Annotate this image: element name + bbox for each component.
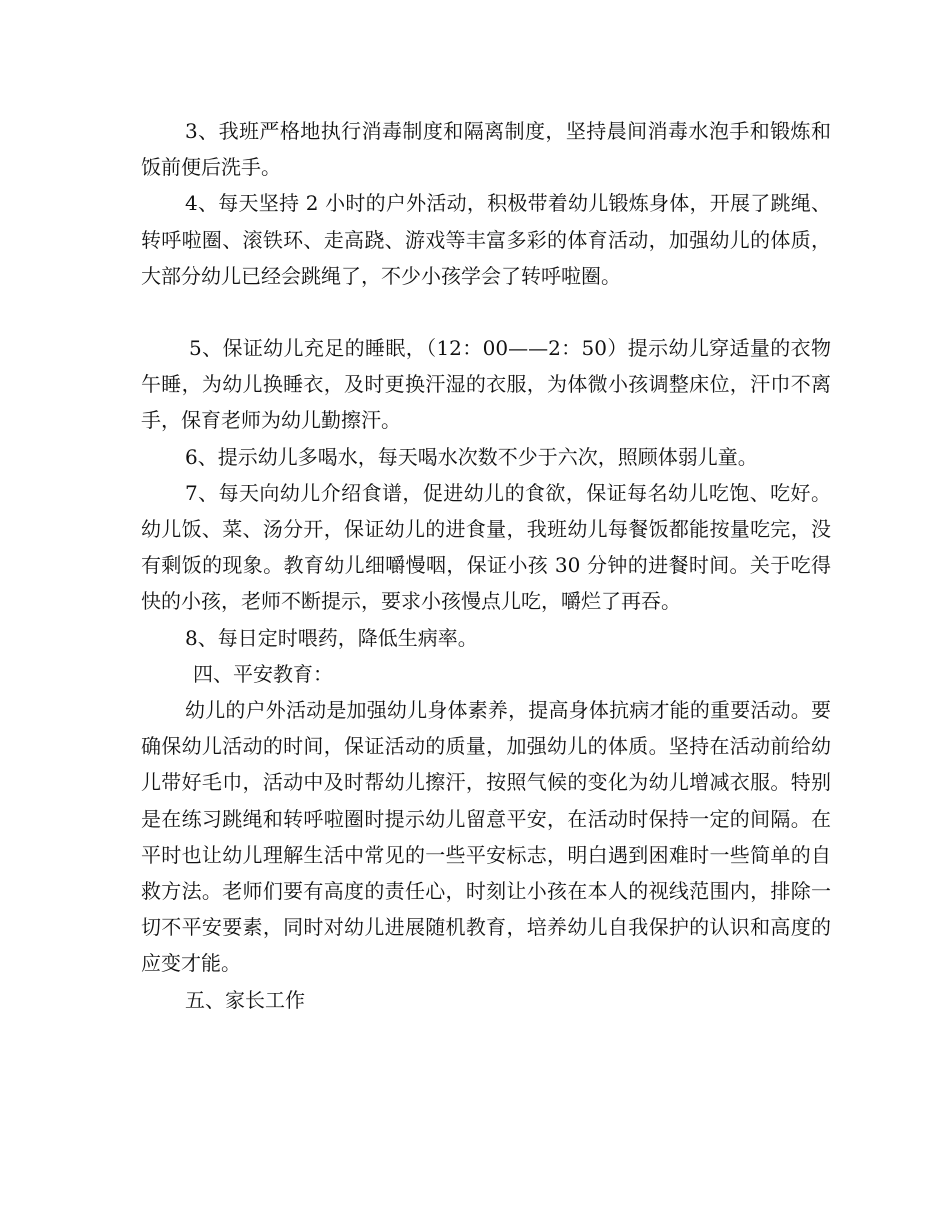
paragraph-spacer [141, 294, 831, 330]
paragraph-item-4: 4、每天坚持 2 小时的户外活动，积极带着幼儿锻炼身体，开展了跳绳、转呼啦圈、滚铁环、走高跷、游戏等丰富多彩的体育活动，加强幼儿的体质，大部分幼儿已经会跳绳了，不少小孩学会了转呼啦圈。 [141, 191, 831, 288]
paragraph-item-6: 6、提示幼儿多喝水，每天喝水次数不少于六次，照顾体弱儿童。 [185, 444, 758, 469]
paragraph-item-3: 3、我班严格地执行消毒制度和隔离制度，坚持晨间消毒水泡手和锻炼和饭前便后洗手。 [141, 119, 831, 180]
section-heading-safety: 四、平安教育： [193, 661, 333, 686]
paragraph-item-8: 8、每日定时喂药，降低生病率。 [185, 625, 478, 650]
section-heading-parent-work: 五、家长工作 [185, 987, 305, 1012]
paragraph-item-5: 5、保证幼儿充足的睡眠，（12：00——2：50）提示幼儿穿适量的衣物午睡，为幼儿换睡衣，及时更换汗湿的衣服，为体微小孩调整床位，汗巾不离手，保育老师为幼儿勤擦汗。 [141, 336, 831, 433]
document-body [141, 113, 831, 1018]
paragraph-safety-body: 幼儿的户外活动是加强幼儿身体素养，提高身体抗病才能的重要活动。要确保幼儿活动的时间，保证活动的质量，加强幼儿的体质。坚持在活动前给幼儿带好毛巾，活动中及时帮幼儿擦汗，按照气候的变化为幼儿增减衣服。特别是在练习跳绳和转呼啦圈时提示幼儿留意平安，在活动时保持一定的间隔。在平时也让幼儿理解生活中常见的一些平安标志，明白遇到困难时一些简单的自救方法。老师们要有高度的责任心，时刻让小孩在本人的视线范围内，排除一切不平安要素，同时对幼儿进展随机教育，培养幼儿自我保护的认识和高度的应变才能。 [141, 698, 831, 976]
paragraph-item-7: 7、每天向幼儿介绍食谱，促进幼儿的食欲，保证每名幼儿吃饱、吃好。幼儿饭、菜、汤分开，保证幼儿的进食量，我班幼儿每餐饭都能按量吃完，没有剩饭的现象。教育幼儿细嚼慢咽，保证小孩 30 分钟的进餐时间。关于吃得快的小孩，老师不断提示，要求小孩慢点儿吃，嚼烂了再吞。 [141, 480, 831, 614]
